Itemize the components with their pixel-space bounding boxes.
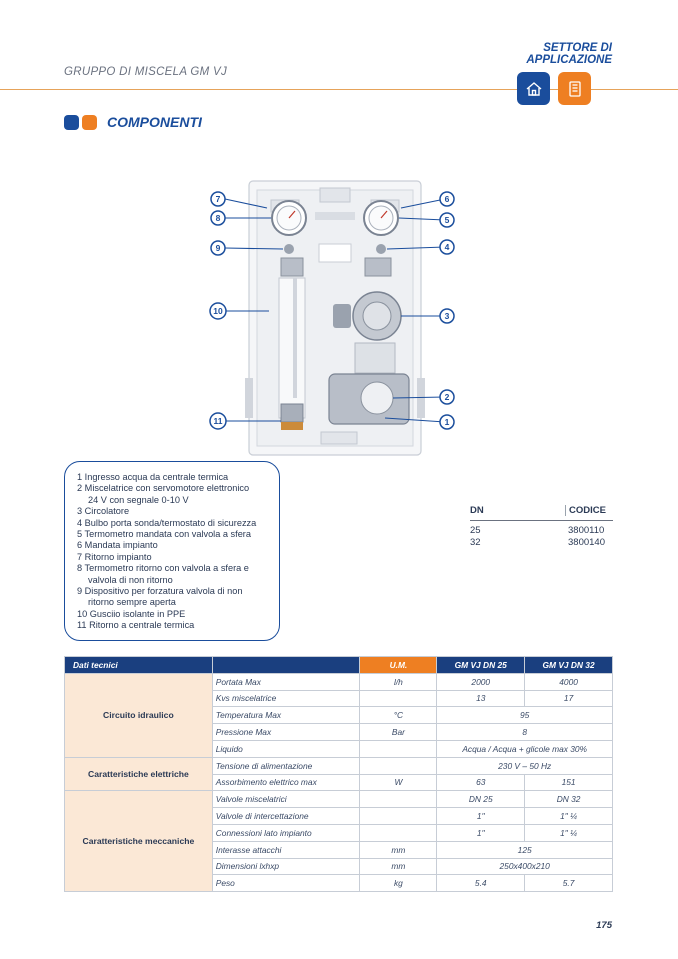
legend-item: ritorno sempre aperta [88,597,176,608]
param-unit: l/h [360,673,437,690]
th-dn25: GM VJ DN 25 [437,657,525,674]
callout-label-4: 4 [444,242,450,252]
param-name: Portata Max [212,673,360,690]
param-name: Liquido [212,740,360,757]
home-icon [517,72,550,105]
param-value: 95 [437,707,613,724]
callout-label-10: 10 [213,306,223,316]
callout-label-5: 5 [444,215,450,225]
param-name: Peso [212,875,360,892]
legend-item: 6 Mandata impianto [77,540,158,551]
callout-label-2: 2 [444,392,450,402]
param-unit [360,740,437,757]
legend-item: 24 V con segnale 0-10 V [88,494,189,505]
th-dati-tecnici: Dati tecnici [65,657,213,674]
param-unit: kg [360,875,437,892]
page-header-title: GRUPPO DI MISCELA GM VJ [64,66,228,78]
table-row [65,757,613,774]
table-row [65,791,613,808]
param-value: 5.4 [437,875,525,892]
param-value: 1" [437,808,525,825]
param-value: 1" [437,824,525,841]
param-unit [360,690,437,707]
callout-label-6: 6 [444,194,450,204]
param-name: Connessioni lato impianto [212,824,360,841]
section-title: COMPONENTI [107,114,202,130]
dn-value: 32 [470,537,481,548]
heading-square-orange [82,115,97,130]
th-um: U.M. [360,657,437,674]
dn-row [470,525,613,537]
param-name: Pressione Max [212,724,360,741]
param-unit [360,808,437,825]
product-diagram [205,178,465,458]
settore-line-2: APPLICAZIONE [526,54,612,66]
param-value: DN 32 [525,791,613,808]
legend-item: 2 Miscelatrice con servomotore elettronico [77,483,250,494]
param-value: DN 25 [437,791,525,808]
param-value: 125 [437,841,613,858]
legend-item: valvola di non ritorno [88,574,173,585]
callout-label-9: 9 [215,243,221,253]
dn-header: DN [470,505,484,516]
settore-label [526,42,612,66]
param-name: Dimensioni lxhxp [212,858,360,875]
callout-label-1: 1 [444,417,450,427]
param-value: 1" ¼ [525,824,613,841]
legend-item: 8 Termometro ritorno con valvola a sfera e [77,563,249,574]
param-unit: mm [360,858,437,875]
legend-item: 10 Gusciio isolante in PPE [77,608,186,619]
param-value: 13 [437,690,525,707]
param-value: 151 [525,774,613,791]
group-label: Caratteristiche elettriche [65,757,213,791]
codice-value: 3800110 [568,525,605,536]
building-icon [558,72,591,105]
param-name: Assorbimento elettrico max [212,774,360,791]
param-unit: mm [360,841,437,858]
codice-value: 3800140 [568,537,605,548]
param-name: Tensione di alimentazione [212,757,360,774]
legend-item: 1 Ingresso acqua da centrale termica [77,472,229,482]
th-blank [212,657,360,674]
callout-label-3: 3 [444,311,450,321]
dn-code-table [470,505,613,549]
param-value: 5.7 [525,875,613,892]
param-unit: °C [360,707,437,724]
param-unit: Bar [360,724,437,741]
param-unit [360,791,437,808]
param-name: Temperatura Max [212,707,360,724]
param-value: 4000 [525,673,613,690]
page-number: 175 [596,920,612,931]
table-row [65,673,613,690]
codice-header: CODICE [565,505,606,516]
group-label: Circuito idraulico [65,673,213,757]
param-value: 2000 [437,673,525,690]
th-dn32: GM VJ DN 32 [525,657,613,674]
param-name: Valvole miscelatrici [212,791,360,808]
legend-item: 3 Circolatore [77,506,130,517]
legend-item: 4 Bulbo porta sonda/termostato di sicurezza [77,517,257,528]
param-name: Valvole di intercettazione [212,808,360,825]
callout-label-7: 7 [215,194,221,204]
param-value: 63 [437,774,525,791]
technical-data-table [64,656,613,892]
param-unit: W [360,774,437,791]
legend-item: 7 Ritorno impianto [77,551,152,562]
param-value: 250x400x210 [437,858,613,875]
dn-value: 25 [470,525,481,536]
param-unit [360,824,437,841]
param-value: 1" ¼ [525,808,613,825]
legend-item: 5 Termometro mandata con valvola a sfera [77,529,251,540]
section-heading [64,114,202,130]
group-label: Caratteristiche meccaniche [65,791,213,892]
legend-item: 11 Ritorno a centrale termica [77,620,195,631]
callout-label-8: 8 [215,213,221,223]
heading-square-blue [64,115,79,130]
callout-label-11: 11 [213,416,223,426]
dn-row [470,537,613,549]
param-value: 17 [525,690,613,707]
param-unit [360,757,437,774]
param-value: Acqua / Acqua + glicole max 30% [437,740,613,757]
param-value: 8 [437,724,613,741]
param-value: 230 V – 50 Hz [437,757,613,774]
settore-line-1: SETTORE DI [543,42,612,54]
param-name: Kvs miscelatrice [212,690,360,707]
param-name: Interasse attacchi [212,841,360,858]
components-legend [64,461,280,641]
legend-item: 9 Dispositivo per forzatura valvola di non [77,586,243,597]
